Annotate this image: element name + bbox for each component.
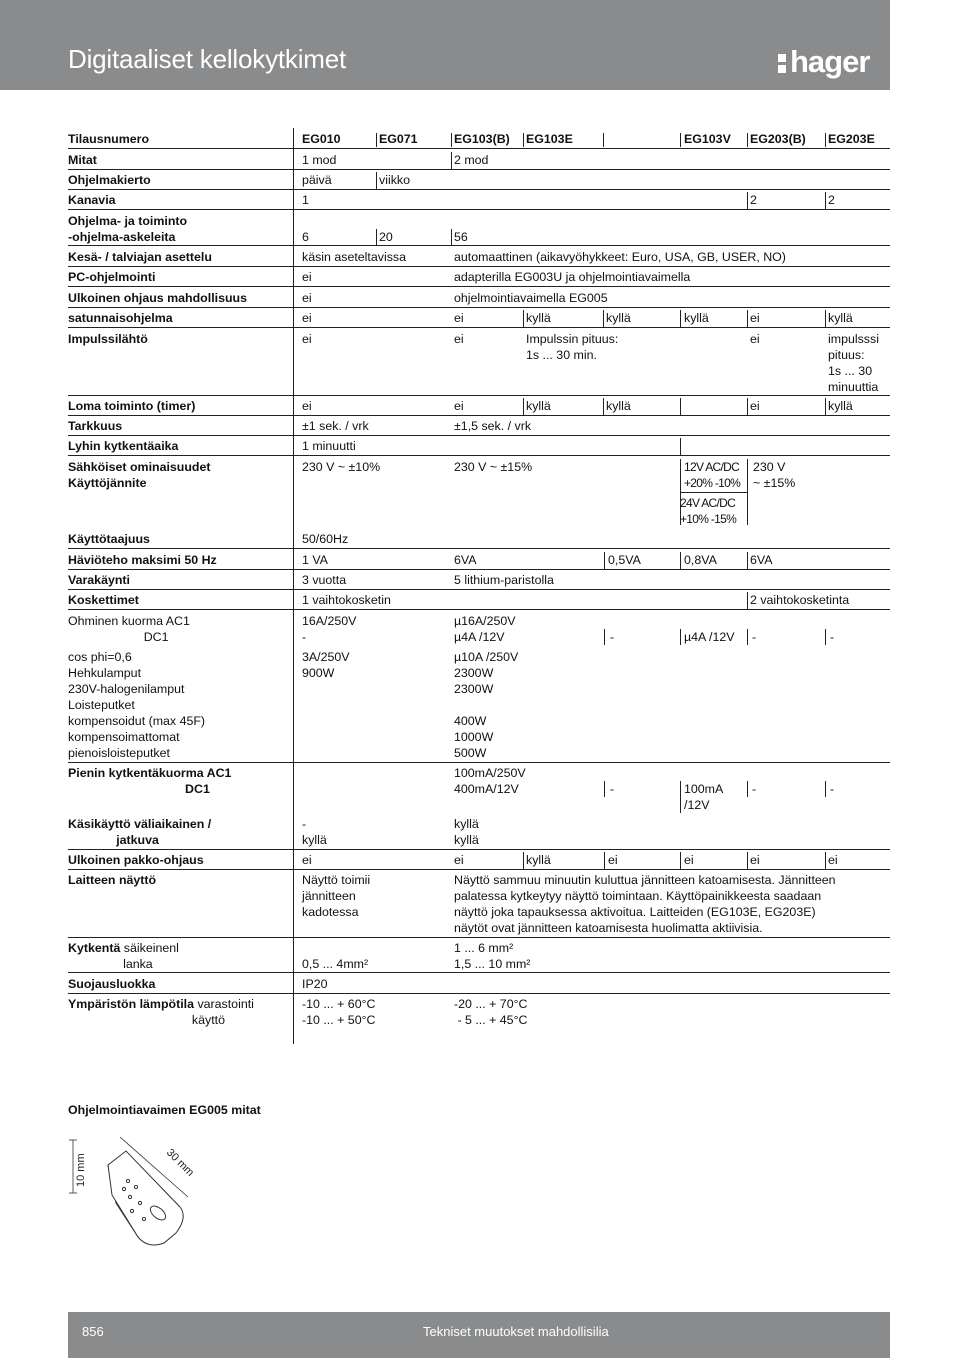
table-row (68, 816, 890, 850)
row-label: Ohminen kuorma AC1 DC1 (68, 614, 190, 644)
cell: adapterilla EG003U ja ohjelmointiavaimella (454, 270, 691, 284)
row-label: Ohjelmakierto (68, 173, 151, 187)
table-row (68, 213, 890, 246)
dim-length-label: 30 mm (163, 1146, 197, 1179)
cell: µ4A /12V (684, 630, 735, 644)
cell: 1 VA (302, 553, 328, 567)
row-label-rest: varastointi käyttö (191, 997, 254, 1027)
cell: 3A/250V 900W (302, 650, 350, 680)
cell: 100mA /12V (684, 782, 724, 812)
cell: ei (750, 853, 760, 867)
key-dimensions-title: Ohjelmointiavaimen EG005 mitat (68, 1103, 261, 1117)
cell: ei (454, 311, 464, 325)
cell: ei (454, 332, 464, 346)
table-row (68, 459, 890, 525)
cell: 100mA/250V 400mA/12V (454, 766, 526, 796)
cell: 12V AC/DC +20% -10% (684, 460, 741, 490)
table-row (68, 940, 890, 973)
row-label: Varakäynti (68, 573, 130, 587)
cell: 20 (379, 230, 393, 244)
cell: 0,8VA (684, 553, 717, 567)
cell: ei (750, 399, 760, 413)
cell: ei (828, 853, 838, 867)
cell: ei (454, 853, 464, 867)
page-number: 856 (82, 1324, 104, 1339)
cell: 56 (454, 230, 468, 244)
cell: 6VA (454, 553, 477, 567)
cell: ei (750, 311, 760, 325)
cell: - kyllä (302, 817, 327, 847)
cell: ei (302, 311, 312, 325)
row-label: Pienin kytkentäkuorma AC1 DC1 (68, 766, 232, 796)
dim-height-label: 10 mm (75, 1153, 87, 1187)
row-label: Koskettimet (68, 593, 139, 607)
cell: - (752, 630, 757, 644)
table-row (68, 131, 890, 149)
cell: 50/60Hz (302, 532, 349, 546)
right-margin (890, 0, 960, 1358)
cell: kyllä (526, 853, 551, 867)
cell: 0,5VA (608, 553, 641, 567)
cell: ei (608, 853, 618, 867)
row-label (68, 996, 254, 1028)
row-label: Impulssilähtö (68, 332, 148, 346)
cell: ei (302, 399, 312, 413)
spec-table (68, 128, 890, 1044)
cell: 1 vaihtokosketin (302, 593, 391, 607)
row-label: PC-ohjelmointi (68, 270, 156, 284)
cell: - (830, 782, 835, 796)
row-label: Ulkoinen pakko-ohjaus (68, 853, 204, 867)
cell: ±1,5 sek. / vrk (454, 419, 532, 433)
model-eg203b: EG203(B) (750, 132, 806, 146)
page-footer (68, 1312, 890, 1358)
cell: 2 vaihtokosketinta (750, 593, 850, 607)
table-row (68, 192, 890, 210)
row-label: Kanavia (68, 193, 116, 207)
cell: - (830, 630, 835, 644)
cell: päivä (302, 173, 332, 187)
row-label: Sähköiset ominaisuudet Käyttöjännite (68, 460, 211, 490)
cell: µ16A/250V µ4A /12V (454, 614, 516, 644)
table-row (68, 765, 890, 815)
cell: - (610, 630, 615, 644)
model-eg103e: EG103E (526, 132, 573, 146)
table-row (68, 249, 890, 267)
table-row (68, 852, 890, 870)
row-label: Tarkkuus (68, 419, 123, 433)
cell: kyllä (526, 399, 551, 413)
brand-logo (778, 44, 869, 80)
cell: - (752, 782, 757, 796)
model-eg203e: EG203E (828, 132, 875, 146)
row-label: Mitat (68, 153, 97, 167)
table-row (68, 172, 890, 190)
cell: ei (302, 853, 312, 867)
row-label: Kesä- / talviajan asettelu (68, 250, 212, 264)
cell: 0,5 ... 4mm² (302, 957, 369, 971)
key-shape-icon (108, 1151, 183, 1245)
programming-key-figure (68, 1125, 228, 1265)
row-label: Ulkoinen ohjaus mahdollisuus (68, 291, 247, 305)
table-row (68, 269, 890, 287)
cell: 6VA (750, 553, 773, 567)
cell: 230 V ~ ±15% (454, 460, 533, 474)
cell: ±1 sek. / vrk (302, 419, 369, 433)
cell: kyllä kyllä (454, 817, 479, 847)
cell: ei (302, 291, 312, 305)
cell: 2 (828, 193, 835, 207)
cell: ei (750, 332, 760, 346)
cell: Näyttö sammuu minuutin kuluttua jännitteen katoamisesta. Jännitteen palatessa kytkeytyy näyttö toimintaan. Käyttöpainikkeesta saadaan näyttö joka tapauksessa aktivoitua. Laitteiden (EG103E, EG203E) näytöt ovat jännitteen katoamisesta huolimatta aktiivisia. (454, 873, 836, 935)
table-row (68, 592, 890, 610)
page-header (0, 0, 890, 90)
logo-mark-icon (778, 52, 788, 74)
table-row (68, 310, 890, 328)
row-label-rest: säikeinenl lanka (123, 941, 179, 971)
cell: 3 vuotta (302, 573, 347, 587)
cell: 2 (750, 193, 757, 207)
row-label (68, 940, 179, 972)
row-label: Laitteen näyttö (68, 873, 157, 887)
cell: IP20 (302, 977, 328, 991)
row-label: Suojausluokka (68, 977, 156, 991)
table-row (68, 438, 890, 456)
cell: kyllä (684, 311, 709, 325)
cell: 1 minuutti (302, 439, 356, 453)
row-label: Loma toiminto (timer) (68, 399, 196, 413)
table-row (68, 996, 890, 1044)
table-row (68, 572, 890, 590)
cell: 6 (302, 230, 309, 244)
table-row (68, 331, 890, 396)
row-label: Ohjelma- ja toiminto -ohjelma-askeleita (68, 214, 188, 244)
cell: kyllä (606, 311, 631, 325)
cell: 5 lithium-paristolla (454, 573, 554, 587)
table-row (68, 552, 890, 570)
cell: impulsssi pituus: 1s ... 30 minuuttia (828, 332, 879, 394)
cell: kyllä (606, 399, 631, 413)
model-eg103b: EG103(B) (454, 132, 510, 146)
cell: 1 mod (302, 153, 337, 167)
cell: kyllä (526, 311, 551, 325)
cell: 1 ... 6 mm² 1,5 ... 10 mm² (454, 941, 531, 971)
cell: 24V AC/DC +10% -15% (680, 496, 737, 526)
model-eg103v: EG103V (684, 132, 731, 146)
row-label: Tilausnumero (68, 132, 150, 146)
cell: Näyttö toimii jännitteen kadotessa (302, 873, 371, 919)
cell: ei (302, 270, 312, 284)
page-title: Digitaaliset kellokytkimet (68, 44, 347, 74)
cell: 230 V ~ ±10% (302, 460, 381, 474)
row-label-bold: Kytkentä (68, 941, 121, 955)
cell: viikko (379, 173, 410, 187)
cell: -20 ... + 70°C - 5 ... + 45°C (454, 997, 528, 1027)
cell: kyllä (828, 399, 853, 413)
model-eg010: EG010 (302, 132, 341, 146)
cell: 2 mod (454, 153, 489, 167)
cell: kyllä (828, 311, 853, 325)
row-label: Käsikäyttö väliaikainen / jatkuva (68, 817, 212, 847)
table-row (68, 976, 890, 994)
table-row (68, 649, 890, 763)
footer-note: Tekniset muutokset mahdollisilia (423, 1324, 609, 1339)
table-row (68, 290, 890, 308)
cell: ei (684, 853, 694, 867)
table-row (68, 152, 890, 170)
cell: 1 (302, 193, 309, 207)
row-label: cos phi=0,6 Hehkulamput 230V-halogenilamput Loisteputket kompensoidut (max 45F) kompensoimattomat pienoisloisteputket (68, 650, 206, 760)
row-label: Lyhin kytkentäaika (68, 439, 179, 453)
brand-name: hager (790, 44, 870, 79)
cell: -10 ... + 60°C -10 ... + 50°C (302, 997, 376, 1027)
row-label-bold: Ympäristön lämpötila (68, 997, 194, 1011)
cell: - (610, 782, 615, 796)
cell: ohjelmointiavaimella EG005 (454, 291, 608, 305)
cell: ei (302, 332, 312, 346)
table-row (68, 613, 890, 645)
row-label: Käyttötaajuus (68, 532, 150, 546)
table-row (68, 531, 890, 549)
cell: käsin aseteltavissa (302, 250, 406, 264)
cell: automaattinen (aikavyöhykkeet: Euro, USA, GB, USER, NO) (454, 250, 786, 264)
row-label: satunnaisohjelma (68, 311, 173, 325)
cell: µ10A /250V 2300W 2300W 400W 1000W 500W (454, 650, 519, 760)
table-row (68, 398, 890, 416)
cell: 230 V ~ ±15% (753, 460, 796, 490)
table-row (68, 418, 890, 436)
row-label: Häviöteho maksimi 50 Hz (68, 553, 217, 567)
cell: ei (454, 399, 464, 413)
model-eg071: EG071 (379, 132, 418, 146)
cell: Impulssin pituus: 1s ... 30 min. (526, 332, 619, 362)
table-row (68, 872, 890, 938)
cell: 16A/250V - (302, 614, 357, 644)
